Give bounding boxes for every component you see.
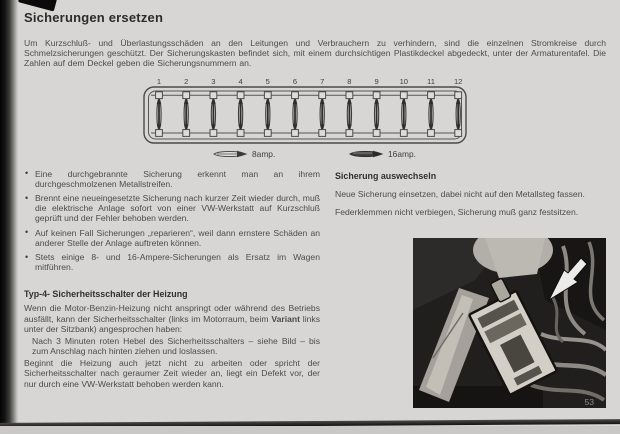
fuse-number: 12 [453, 76, 463, 86]
heater-paragraph-1 [24, 303, 320, 335]
fuse-number: 2 [184, 76, 189, 86]
book-spine [0, 0, 19, 434]
fuse-unit [346, 91, 353, 136]
legend-label-16amp: 16amp. [388, 148, 416, 159]
bullet-item: • Eine durchgebrannte Sicherung erkennt man an ihrem durchgeschmolzenen Metallstreifen. [24, 169, 320, 189]
fuse-number: 7 [320, 76, 325, 86]
fuse-legend [24, 149, 606, 162]
legend-item-16amp [348, 149, 416, 159]
fuse-16amp-icon [348, 149, 384, 159]
heater-paragraph-3: Beginnt die Heizung auch jetzt nicht zu arbeiten oder spricht der Sicherheitsschalter nach geraumer Zeit wieder an, liegt ein Defekt vor, der nur durch eine VW-Werkstatt behoben werden kann. [24, 357, 320, 389]
fuse-number: 1 [156, 76, 162, 86]
fuse-unit [455, 91, 462, 136]
heater-para1-variant: Variant [271, 313, 300, 324]
fuse-unit [319, 91, 326, 136]
fuse-unit [292, 91, 299, 136]
replace-section-heading: Sicherung auswechseln [335, 170, 437, 181]
intro-paragraph: Um Kurzschluß- und Überlastungsschäden an den Leitungen und Verbrauchern zu verhindern, sind die einzelnen Stromkreise durch Schmelzsicherungen geschützt. Der Sicherungskasten befindet sich, mit einem durchsichtigen Plastikdeckel abgedeckt, unter der Armaturentafel. Die Zahlen auf dem Deckel geben die Sicherungsnummern an. [24, 38, 606, 68]
heater-paragraph-2: Nach 3 Minuten roten Hebel des Sicherheitsschalters – siehe Bild – bis zum Anschlag nach hinten ziehen und loslassen. [32, 335, 320, 357]
fuse-number: 8 [347, 76, 352, 86]
heater-para1-after: links unter der Sitzbank) angesprochen haben: [24, 313, 320, 335]
fuse-unit [373, 91, 380, 136]
bullet-item: • Brennt eine neueingesetzte Sicherung nach kurzer Zeit wieder durch, muß die elektrische Anlage sofort von einer VW-Werkstatt auf Kurzschluß geprüft und der Fehler behoben werden. [24, 193, 320, 223]
fuse-number: 5 [265, 76, 270, 86]
fuse-unit [183, 91, 190, 136]
fuse-unit [428, 91, 435, 136]
fusebox-diagram [143, 77, 467, 144]
next-page-edge [0, 426, 620, 434]
fuse-unit [264, 91, 271, 136]
bullet-item: • Auf keinen Fall Sicherungen „reparieren“, weil dann ernstere Schäden an anderer Stelle der Anlage auftreten können. [24, 228, 320, 248]
bullet-item: • Stets einige 8- und 16-Ampere-Sicherungen als Ersatz im Wagen mitführen. [24, 252, 320, 272]
page-content [24, 6, 606, 413]
replace-line-2: Federklemmen nicht verbiegen, Sicherung muß ganz festsitzen. [335, 206, 579, 217]
fuse-number: 3 [211, 76, 216, 86]
fuse-unit [400, 91, 407, 136]
legend-item-8amp [212, 149, 275, 159]
replace-line-1: Neue Sicherung einsetzen, dabei nicht auf den Metallsteg fassen. [335, 188, 585, 199]
fuse-tips-list [24, 169, 320, 273]
fuse-elements [156, 91, 462, 136]
fuse-number: 10 [399, 76, 409, 86]
left-column [24, 169, 320, 413]
fuse-number: 9 [374, 76, 379, 86]
fuse-number: 4 [238, 76, 243, 86]
heater-para1-before: Wenn die Motor-Benzin-Heizung nicht anspringt oder während des Betriebs ausfällt, kann der Sicherheitsschalter (links im Motorraum, beim [24, 303, 320, 324]
fuse-number: 11 [427, 76, 435, 86]
fuse-unit [237, 91, 244, 136]
fuse-number: 6 [292, 76, 298, 86]
right-column [335, 169, 606, 413]
safety-switch-photo [413, 238, 606, 408]
legend-label-8amp: 8amp. [252, 148, 276, 159]
fuse-unit [210, 91, 217, 136]
heater-section-heading: Typ-4- Sicherheitsschalter der Heizung [24, 289, 188, 300]
page-number: 53 [584, 397, 594, 407]
fusebox-drawing [143, 86, 467, 144]
columns [24, 169, 606, 413]
fuse-8amp-icon [212, 149, 248, 159]
fuse-numbers-row [143, 77, 467, 86]
page-title: Sicherungen ersetzen [24, 10, 164, 25]
fuse-unit [156, 91, 163, 136]
